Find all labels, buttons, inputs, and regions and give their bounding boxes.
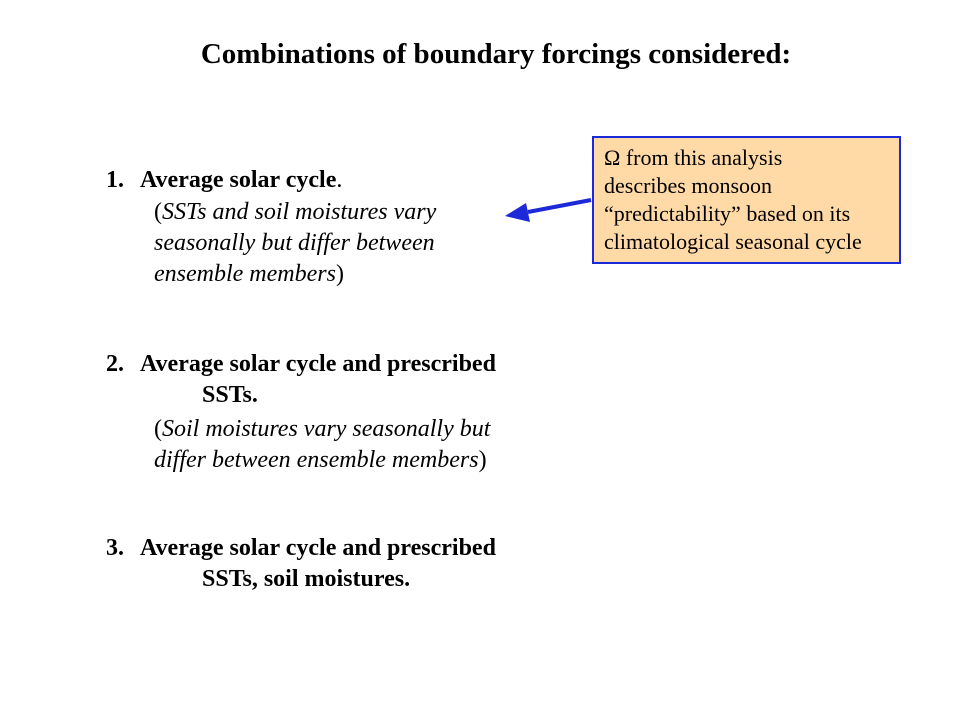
item-heading-cont: SSTs.	[202, 382, 258, 408]
item-heading: Average solar cycle and prescribed	[140, 535, 496, 561]
item-heading: Average solar cycle and prescribed	[140, 351, 496, 377]
item-heading-tail: .	[336, 167, 343, 193]
item-detail-line-2	[154, 445, 487, 476]
arrow-shaft	[528, 200, 591, 212]
paren-close: )	[478, 447, 487, 473]
detail-text: differ between ensemble members	[154, 447, 479, 473]
detail-text: SSTs and soil moistures vary	[162, 199, 437, 225]
item-heading	[140, 165, 342, 196]
detail-text: Soil moistures vary seasonally but	[162, 416, 491, 442]
detail-text: seasonally but differ between	[154, 230, 435, 256]
item-heading-text: Average solar cycle	[140, 167, 337, 193]
item-number: 1.	[106, 167, 124, 193]
slide-title: Combinations of boundary forcings considered:	[200, 38, 792, 70]
detail-text: ensemble members	[154, 261, 336, 287]
item-detail-line-3	[154, 259, 344, 290]
item-number: 3.	[106, 535, 124, 561]
item-detail-line-1	[154, 414, 490, 445]
paren-open: (	[154, 416, 162, 442]
omega-callout-box	[592, 136, 901, 264]
item-detail-line-2	[154, 228, 435, 259]
callout-line: “predictability” based on its	[604, 201, 851, 226]
callout-line: Ω from this analysis	[604, 145, 783, 170]
item-detail-line-1	[154, 197, 436, 228]
item-heading-cont: SSTs, soil moistures.	[202, 566, 411, 592]
arrow-head	[505, 203, 530, 222]
callout-line: describes monsoon	[604, 173, 773, 198]
callout-line: climatological seasonal cycle	[604, 229, 862, 254]
paren-open: (	[154, 199, 162, 225]
item-number: 2.	[106, 351, 124, 377]
paren-close: )	[335, 261, 344, 287]
